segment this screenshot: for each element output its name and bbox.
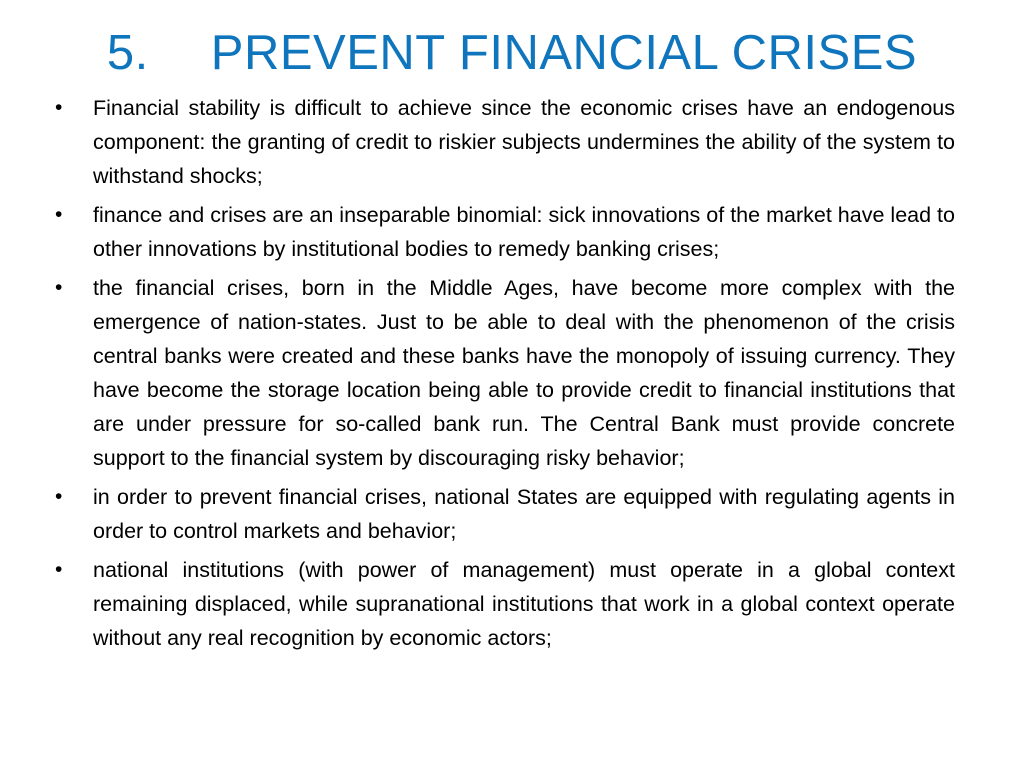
slide-title-text: PREVENT FINANCIAL CRISES — [210, 26, 918, 80]
bullet-item — [55, 91, 955, 193]
bullet-text: Financial stability is difficult to achieve since the economic crises have an endogenous component: the granting of credit to riskier subjects undermines the ability of the system to withstand shocks; — [93, 96, 955, 188]
bullet-marker: • — [55, 485, 63, 508]
slide-title — [0, 22, 1024, 84]
bullet-marker: • — [55, 96, 63, 119]
bullet-marker: • — [55, 558, 63, 581]
bullet-item — [55, 553, 955, 655]
bullet-text: in order to prevent financial crises, national States are equipped with regulating agents in order to control markets and behavior; — [93, 485, 955, 543]
slide-title-number: 5. — [106, 26, 149, 80]
bullet-text: national institutions (with power of management) must operate in a global context remaining displaced, while supranational institutions that work in a global context operate without any real recognition by economic actors; — [93, 558, 955, 650]
bullet-text: the financial crises, born in the Middle Ages, have become more complex with the emergence of nation-states. Just to be able to deal with the phenomenon of the crisis central banks were created and these banks have the monopoly of issuing currency. They have become the storage location being able to provide credit to financial institutions that are under pressure for so-called bank run. The Central Bank must provide concrete support to the financial system by discouraging risky behavior; — [93, 276, 955, 470]
bullet-item — [55, 271, 955, 475]
bullet-item — [55, 198, 955, 266]
bullet-item — [55, 480, 955, 548]
bullet-marker: • — [55, 203, 63, 226]
bullet-marker: • — [55, 276, 63, 299]
bullet-text: finance and crises are an inseparable binomial: sick innovations of the market have lead to other innovations by institutional bodies to remedy banking crises; — [93, 203, 955, 261]
bullet-list — [55, 91, 955, 660]
